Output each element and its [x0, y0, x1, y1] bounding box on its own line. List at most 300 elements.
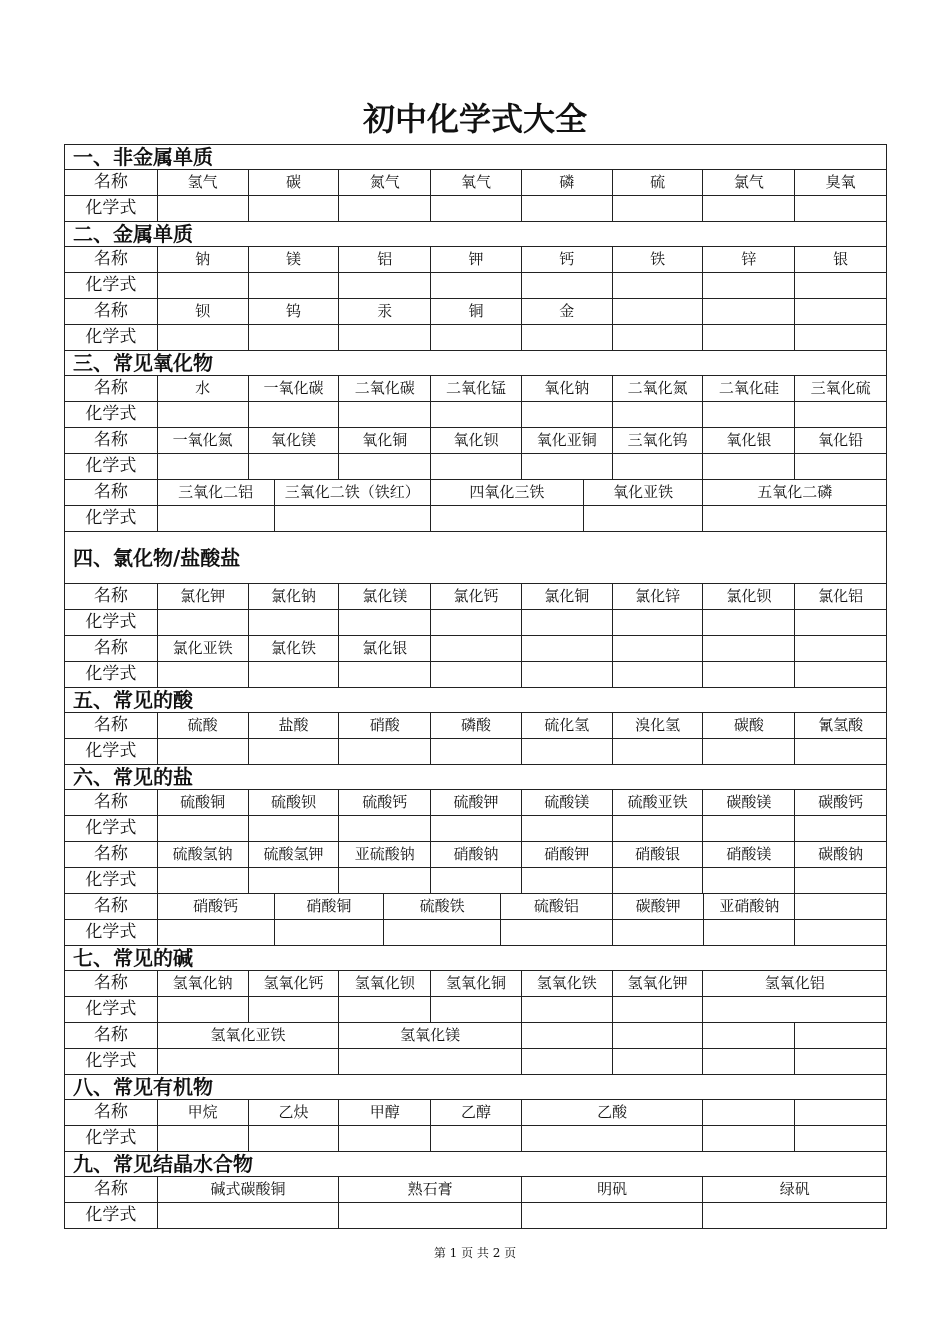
formula-answer-cell[interactable]: [430, 868, 521, 893]
formula-label: 化学式: [85, 275, 137, 295]
formula-answer-cell[interactable]: [794, 610, 886, 635]
substance-name: 一氧化氮: [157, 428, 248, 453]
formula-answer-cell[interactable]: [794, 1126, 886, 1151]
formula-answer-cell[interactable]: [612, 816, 703, 841]
formula-answer-cell[interactable]: [612, 920, 704, 945]
substance-name: 硝酸: [338, 713, 430, 738]
substance-name: 氯化钠: [248, 584, 339, 609]
substance-name: 钠: [157, 247, 248, 272]
substance-name: 二氧化锰: [430, 376, 521, 401]
formula-answer-cell[interactable]: [702, 868, 794, 893]
substance-name: 铝: [338, 247, 430, 272]
formula-answer-cell[interactable]: [521, 1049, 612, 1074]
formula-row: [64, 401, 887, 427]
name-label: 名称: [93, 301, 128, 321]
substance-name: [702, 1023, 794, 1048]
formula-row: [64, 195, 887, 221]
page-title: 初中化学式大全: [362, 100, 587, 138]
formula-answer-cell[interactable]: [248, 402, 339, 427]
section-title: 二、金属单质: [64, 221, 887, 246]
formula-label: 化学式: [85, 999, 137, 1019]
formula-answer-cell[interactable]: [157, 402, 248, 427]
substance-name: 铜: [430, 299, 521, 324]
name-row: [64, 375, 887, 401]
formula-answer-cell[interactable]: [521, 868, 612, 893]
substance-name: 甲醇: [338, 1100, 430, 1125]
formula-answer-cell[interactable]: [612, 196, 703, 221]
substance-name: 三氧化二铁（铁红）: [274, 480, 431, 505]
substance-name: 氢氧化钾: [612, 971, 703, 996]
formula-answer-cell[interactable]: [157, 997, 248, 1022]
formula-answer-cell[interactable]: [157, 610, 248, 635]
formula-answer-cell[interactable]: [702, 273, 794, 298]
substance-name: 硝酸钙: [157, 894, 274, 919]
section-title: 七、常见的碱: [64, 945, 887, 970]
substance-name: 氢氧化镁: [338, 1023, 521, 1048]
formula-answer-cell[interactable]: [794, 454, 886, 479]
formula-row: [64, 996, 887, 1022]
formula-answer-cell[interactable]: [157, 662, 248, 687]
substance-name: 氯化银: [338, 636, 430, 661]
substance-name: 氯气: [702, 170, 794, 195]
substance-name: 氯化铝: [794, 584, 886, 609]
formula-answer-cell[interactable]: [248, 816, 339, 841]
formula-answer-cell[interactable]: [521, 739, 612, 764]
substance-name: 氰氢酸: [794, 713, 886, 738]
substance-name: 熟石膏: [338, 1177, 521, 1202]
name-row: [64, 712, 887, 738]
formula-answer-cell[interactable]: [612, 739, 703, 764]
formula-answer-cell[interactable]: [430, 662, 521, 687]
name-label: 名称: [93, 1025, 128, 1045]
substance-name: [612, 299, 703, 324]
formula-answer-cell[interactable]: [500, 920, 612, 945]
formula-answer-cell[interactable]: [521, 610, 612, 635]
substance-name: 氢氧化钙: [248, 971, 339, 996]
substance-name: 氧化银: [702, 428, 794, 453]
substance-name: [612, 636, 703, 661]
formula-answer-cell[interactable]: [338, 610, 430, 635]
formula-answer-cell[interactable]: [430, 997, 521, 1022]
formula-worksheet: [64, 144, 887, 1229]
formula-answer-cell[interactable]: [430, 816, 521, 841]
formula-answer-cell[interactable]: [702, 325, 794, 350]
formula-answer-cell[interactable]: [430, 1126, 521, 1151]
substance-name: 钡: [157, 299, 248, 324]
formula-answer-cell[interactable]: [794, 739, 886, 764]
substance-name: 金: [521, 299, 612, 324]
substance-name: 镁: [248, 247, 339, 272]
substance-name: 铁: [612, 247, 703, 272]
substance-name: [521, 1023, 612, 1048]
formula-answer-cell[interactable]: [338, 454, 430, 479]
formula-row: [64, 919, 887, 945]
substance-name: 甲烷: [157, 1100, 248, 1125]
name-label: 名称: [93, 638, 128, 658]
substance-name: [430, 636, 521, 661]
substance-name: 氧化镁: [248, 428, 339, 453]
substance-name: 乙醇: [430, 1100, 521, 1125]
formula-answer-cell[interactable]: [521, 816, 612, 841]
substance-name: 氧化铜: [338, 428, 430, 453]
formula-answer-cell[interactable]: [794, 325, 886, 350]
section-title: 六、常见的盐: [64, 764, 887, 789]
substance-name: 硝酸镁: [702, 842, 794, 867]
formula-label: 化学式: [85, 198, 137, 218]
formula-answer-cell[interactable]: [612, 273, 703, 298]
substance-name: 溴化氢: [612, 713, 703, 738]
formula-answer-cell[interactable]: [702, 1203, 886, 1228]
substance-name: [612, 1023, 703, 1048]
substance-name: 硫酸亚铁: [612, 790, 703, 815]
formula-answer-cell[interactable]: [157, 196, 248, 221]
section-title: 九、常见结晶水合物: [64, 1151, 887, 1176]
name-row: [64, 893, 887, 919]
formula-answer-cell[interactable]: [338, 662, 430, 687]
name-row: [64, 841, 887, 867]
substance-name: 乙炔: [248, 1100, 339, 1125]
substance-name: 磷酸: [430, 713, 521, 738]
substance-name: 硫酸钡: [248, 790, 339, 815]
substance-name: 碳酸钙: [794, 790, 886, 815]
formula-answer-cell[interactable]: [521, 273, 612, 298]
formula-answer-cell[interactable]: [612, 402, 703, 427]
name-row: [64, 246, 887, 272]
substance-name: 氧化亚铜: [521, 428, 612, 453]
formula-answer-cell[interactable]: [794, 196, 886, 221]
name-row: [64, 427, 887, 453]
formula-row: [64, 1202, 887, 1229]
formula-answer-cell[interactable]: [338, 402, 430, 427]
name-row: [64, 479, 887, 505]
formula-answer-cell[interactable]: [157, 1126, 248, 1151]
name-row: [64, 298, 887, 324]
substance-name: 氮气: [338, 170, 430, 195]
formula-label: 化学式: [85, 404, 137, 424]
substance-name: 氢氧化亚铁: [157, 1023, 339, 1048]
formula-answer-cell[interactable]: [157, 739, 248, 764]
substance-name: 硝酸银: [612, 842, 703, 867]
formula-answer-cell[interactable]: [338, 1126, 430, 1151]
formula-answer-cell[interactable]: [430, 506, 583, 531]
substance-name: 三氧化钨: [612, 428, 703, 453]
formula-answer-cell[interactable]: [430, 325, 521, 350]
section-title: 八、常见有机物: [64, 1074, 887, 1099]
formula-answer-cell[interactable]: [248, 662, 339, 687]
formula-row: [64, 738, 887, 764]
name-row: [64, 583, 887, 609]
formula-answer-cell[interactable]: [583, 506, 703, 531]
name-label: 名称: [93, 1102, 128, 1122]
formula-row: [64, 453, 887, 479]
formula-answer-cell[interactable]: [702, 1126, 794, 1151]
substance-name: 盐酸: [248, 713, 339, 738]
substance-name: 硫酸氢钠: [157, 842, 248, 867]
substance-name: 硫酸铝: [500, 894, 612, 919]
formula-label: 化学式: [85, 508, 137, 528]
formula-answer-cell[interactable]: [521, 1203, 703, 1228]
formula-answer-cell[interactable]: [157, 273, 248, 298]
substance-name: 硫酸钾: [430, 790, 521, 815]
formula-answer-cell[interactable]: [612, 325, 703, 350]
substance-name: 氧化钠: [521, 376, 612, 401]
name-label: 名称: [93, 482, 128, 502]
formula-answer-cell[interactable]: [702, 1049, 794, 1074]
formula-answer-cell[interactable]: [521, 454, 612, 479]
substance-name: 钨: [248, 299, 339, 324]
formula-answer-cell[interactable]: [248, 868, 339, 893]
name-label: 名称: [93, 430, 128, 450]
name-row: [64, 1176, 887, 1202]
formula-answer-cell[interactable]: [338, 816, 430, 841]
substance-name: 亚硫酸钠: [338, 842, 430, 867]
formula-row: [64, 661, 887, 687]
formula-answer-cell[interactable]: [157, 506, 274, 531]
substance-name: 氢氧化铜: [430, 971, 521, 996]
formula-answer-cell[interactable]: [612, 1049, 703, 1074]
formula-label: 化学式: [85, 1205, 137, 1225]
formula-answer-cell[interactable]: [248, 196, 339, 221]
formula-label: 化学式: [85, 922, 137, 942]
formula-answer-cell[interactable]: [612, 868, 703, 893]
substance-name: 氯化亚铁: [157, 636, 248, 661]
name-label: 名称: [93, 973, 128, 993]
substance-name: 明矾: [521, 1177, 703, 1202]
name-label: 名称: [93, 586, 128, 606]
formula-answer-cell[interactable]: [430, 273, 521, 298]
formula-answer-cell[interactable]: [702, 610, 794, 635]
substance-name: 氯化镁: [338, 584, 430, 609]
formula-answer-cell[interactable]: [338, 997, 430, 1022]
formula-answer-cell[interactable]: [157, 1049, 339, 1074]
formula-answer-cell[interactable]: [430, 196, 521, 221]
formula-answer-cell[interactable]: [338, 273, 430, 298]
name-row: [64, 635, 887, 661]
substance-name: 碳: [248, 170, 339, 195]
substance-name: 锌: [702, 247, 794, 272]
formula-answer-cell[interactable]: [794, 402, 886, 427]
substance-name: [702, 1100, 794, 1125]
formula-label: 化学式: [85, 741, 137, 761]
substance-name: 硫酸: [157, 713, 248, 738]
substance-name: 氢气: [157, 170, 248, 195]
section-title: 一、非金属单质: [64, 144, 887, 169]
formula-answer-cell[interactable]: [430, 454, 521, 479]
substance-name: 二氧化氮: [612, 376, 703, 401]
name-label: 名称: [93, 844, 128, 864]
formula-answer-cell[interactable]: [274, 506, 431, 531]
formula-answer-cell[interactable]: [430, 402, 521, 427]
substance-name: 二氧化碳: [338, 376, 430, 401]
formula-answer-cell[interactable]: [702, 739, 794, 764]
formula-answer-cell[interactable]: [521, 1126, 703, 1151]
substance-name: 氯化钙: [430, 584, 521, 609]
substance-name: [794, 1100, 886, 1125]
formula-answer-cell[interactable]: [702, 196, 794, 221]
substance-name: 二氧化硅: [702, 376, 794, 401]
substance-name: 氯化钾: [157, 584, 248, 609]
formula-answer-cell[interactable]: [702, 662, 794, 687]
formula-answer-cell[interactable]: [274, 920, 384, 945]
substance-name: [794, 299, 886, 324]
formula-answer-cell[interactable]: [702, 997, 886, 1022]
substance-name: 氧气: [430, 170, 521, 195]
substance-name: 碳酸钾: [612, 894, 704, 919]
name-label: 名称: [93, 715, 128, 735]
substance-name: [794, 894, 886, 919]
substance-name: [794, 1023, 886, 1048]
substance-name: 氢氧化钠: [157, 971, 248, 996]
substance-name: 氯化钡: [702, 584, 794, 609]
substance-name: 氯化铜: [521, 584, 612, 609]
substance-name: 硫化氢: [521, 713, 612, 738]
substance-name: [702, 299, 794, 324]
formula-answer-cell[interactable]: [338, 325, 430, 350]
substance-name: 碳酸镁: [702, 790, 794, 815]
formula-answer-cell[interactable]: [248, 273, 339, 298]
formula-label: 化学式: [85, 1051, 137, 1071]
formula-answer-cell[interactable]: [157, 920, 274, 945]
formula-label: 化学式: [85, 664, 137, 684]
name-row: [64, 789, 887, 815]
formula-answer-cell[interactable]: [521, 662, 612, 687]
substance-name: 钙: [521, 247, 612, 272]
substance-name: 一氧化碳: [248, 376, 339, 401]
formula-answer-cell[interactable]: [612, 454, 703, 479]
substance-name: 硫: [612, 170, 703, 195]
formula-answer-cell[interactable]: [612, 662, 703, 687]
formula-answer-cell[interactable]: [521, 997, 612, 1022]
formula-answer-cell[interactable]: [521, 325, 612, 350]
formula-answer-cell[interactable]: [794, 816, 886, 841]
substance-name: 硝酸钾: [521, 842, 612, 867]
formula-answer-cell[interactable]: [157, 454, 248, 479]
substance-name: 三氧化硫: [794, 376, 886, 401]
formula-answer-cell[interactable]: [157, 1203, 339, 1228]
formula-label: 化学式: [85, 456, 137, 476]
formula-label: 化学式: [85, 870, 137, 890]
formula-answer-cell[interactable]: [702, 454, 794, 479]
name-row: [64, 970, 887, 996]
substance-name: 硫酸镁: [521, 790, 612, 815]
substance-name: 臭氧: [794, 170, 886, 195]
substance-name: 碱式碳酸铜: [157, 1177, 339, 1202]
formula-answer-cell[interactable]: [338, 196, 430, 221]
name-row: [64, 169, 887, 195]
substance-name: 硝酸铜: [274, 894, 384, 919]
formula-answer-cell[interactable]: [612, 997, 703, 1022]
formula-answer-cell[interactable]: [702, 402, 794, 427]
formula-answer-cell[interactable]: [703, 920, 794, 945]
formula-row: [64, 815, 887, 841]
formula-answer-cell[interactable]: [338, 1203, 521, 1228]
substance-name: 硝酸钠: [430, 842, 521, 867]
formula-answer-cell[interactable]: [157, 325, 248, 350]
formula-answer-cell[interactable]: [383, 920, 500, 945]
substance-name: [521, 636, 612, 661]
formula-answer-cell[interactable]: [248, 1126, 339, 1151]
name-label: 名称: [93, 1179, 128, 1199]
formula-answer-cell[interactable]: [612, 610, 703, 635]
formula-answer-cell[interactable]: [248, 325, 339, 350]
formula-answer-cell[interactable]: [157, 868, 248, 893]
formula-row: [64, 1048, 887, 1074]
substance-name: 绿矾: [702, 1177, 886, 1202]
substance-name: 乙酸: [521, 1100, 703, 1125]
name-label: 名称: [93, 172, 128, 192]
substance-name: 氢氧化钡: [338, 971, 430, 996]
formula-answer-cell[interactable]: [794, 662, 886, 687]
formula-label: 化学式: [85, 612, 137, 632]
substance-name: 五氧化二磷: [702, 480, 886, 505]
section-title: 四、氯化物/盐酸盐: [64, 531, 887, 583]
name-row: [64, 1022, 887, 1048]
section-title: 三、常见氧化物: [64, 350, 887, 375]
formula-answer-cell[interactable]: [794, 920, 886, 945]
substance-name: 硫酸氢钾: [248, 842, 339, 867]
formula-answer-cell[interactable]: [794, 1049, 886, 1074]
formula-answer-cell[interactable]: [248, 739, 339, 764]
substance-name: 氧化钡: [430, 428, 521, 453]
name-label: 名称: [93, 249, 128, 269]
substance-name: 氢氧化铝: [702, 971, 886, 996]
substance-name: 三氧化二铝: [157, 480, 274, 505]
substance-name: 汞: [338, 299, 430, 324]
substance-name: 硫酸铁: [383, 894, 500, 919]
substance-name: 氢氧化铁: [521, 971, 612, 996]
formula-row: [64, 324, 887, 350]
name-label: 名称: [93, 378, 128, 398]
formula-answer-cell[interactable]: [702, 816, 794, 841]
formula-answer-cell[interactable]: [248, 610, 339, 635]
formula-row: [64, 867, 887, 893]
formula-label: 化学式: [85, 327, 137, 347]
formula-answer-cell[interactable]: [521, 402, 612, 427]
formula-answer-cell[interactable]: [248, 454, 339, 479]
formula-answer-cell[interactable]: [430, 739, 521, 764]
name-label: 名称: [93, 792, 128, 812]
formula-row: [64, 609, 887, 635]
page-footer: 第 1 页 共 2 页: [433, 1246, 517, 1260]
formula-answer-cell[interactable]: [248, 997, 339, 1022]
substance-name: 氯化锌: [612, 584, 703, 609]
formula-answer-cell[interactable]: [521, 196, 612, 221]
formula-row: [64, 1125, 887, 1151]
formula-answer-cell[interactable]: [794, 273, 886, 298]
name-row: [64, 1099, 887, 1125]
formula-row: [64, 272, 887, 298]
formula-answer-cell[interactable]: [338, 1049, 521, 1074]
formula-answer-cell[interactable]: [702, 506, 886, 531]
substance-name: 银: [794, 247, 886, 272]
formula-answer-cell[interactable]: [794, 868, 886, 893]
substance-name: 碳酸钠: [794, 842, 886, 867]
formula-label: 化学式: [85, 818, 137, 838]
substance-name: 硫酸钙: [338, 790, 430, 815]
formula-answer-cell[interactable]: [338, 739, 430, 764]
formula-answer-cell[interactable]: [338, 868, 430, 893]
substance-name: 氧化亚铁: [583, 480, 703, 505]
formula-answer-cell[interactable]: [157, 816, 248, 841]
substance-name: 氧化铅: [794, 428, 886, 453]
substance-name: 磷: [521, 170, 612, 195]
formula-answer-cell[interactable]: [430, 610, 521, 635]
name-label: 名称: [93, 896, 128, 916]
substance-name: 碳酸: [702, 713, 794, 738]
substance-name: 亚硝酸钠: [703, 894, 794, 919]
substance-name: [794, 636, 886, 661]
substance-name: 钾: [430, 247, 521, 272]
